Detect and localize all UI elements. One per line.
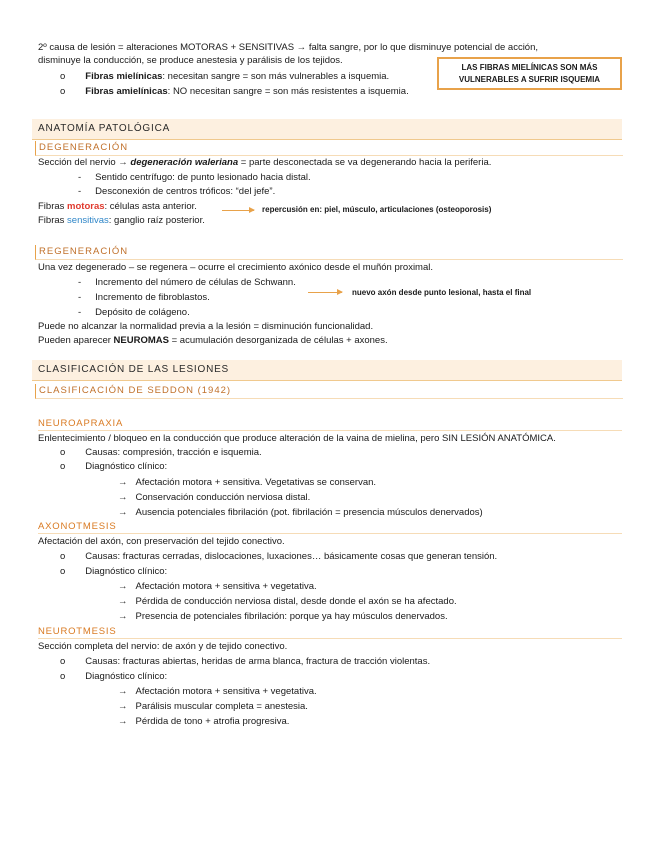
- neuroapraxia-causas: o Causas: compresión, tracción e isquemia.: [60, 447, 262, 458]
- axonotmesis-diagnostico: o Diagnóstico clínico:: [60, 566, 168, 577]
- heading-axonotmesis: AXONOTMESIS: [38, 521, 117, 532]
- neuroapraxia-diagnostico: o Diagnóstico clínico:: [60, 461, 168, 472]
- regeneracion-line-1: Una vez degenerado – se regenera – ocurre el crecimiento axónico desde el muñón proximal.: [38, 262, 434, 273]
- fibras-sensitivas-line: Fibras sensitivas: ganglio raíz posterior.: [38, 215, 205, 226]
- degeneracion-line-1: Sección del nervio → degeneración waleriana = parte desconectada se va degenerando hacia la periferia.: [38, 157, 492, 168]
- heading-regeneracion: REGENERACIÓN: [35, 245, 623, 260]
- arrow-right-icon: [308, 292, 342, 293]
- arrow-icon: →: [118, 507, 128, 518]
- term-neuromas: NEUROMAS: [113, 335, 169, 346]
- regeneracion-dash-2: - Incremento de fibroblastos.: [78, 292, 210, 303]
- heading-neuroapraxia: NEUROAPRAXIA: [38, 418, 124, 429]
- neuroapraxia-item-2: → Conservación conducción nerviosa distal.: [118, 492, 311, 503]
- heading-neurotmesis: NEUROTMESIS: [38, 626, 117, 637]
- degeneracion-dash-1: - Sentido centrífugo: de punto lesionado hacia distal.: [78, 172, 311, 183]
- regeneracion-line-3: Pueden aparecer NEUROMAS = acumulación desorganizada de células + axones.: [38, 335, 388, 346]
- section-clasificacion: CLASIFICACIÓN DE LAS LESIONES: [32, 360, 622, 381]
- divider: [38, 533, 622, 534]
- repercusion-note: repercusión en: piel, músculo, articulaciones (osteoporosis): [262, 205, 492, 214]
- neuroapraxia-item-3: → Ausencia potenciales fibrilación (pot. fibrilación = presencia músculos denervados): [118, 507, 483, 518]
- bullet-amielinicas: o Fibras amielínicas: NO necesitan sangre = son más resistentes a isquemia.: [60, 86, 409, 97]
- degeneracion-dash-2: - Desconexión de centros tróficos: “del jefe”.: [78, 186, 276, 197]
- term-mielinicas: Fibras mielínicas: [85, 71, 163, 82]
- axonotmesis-item-3: → Presencia de potenciales fibrilación: porque ya hay músculos denervados.: [118, 611, 448, 622]
- neurotmesis-item-3: → Pérdida de tono + atrofia progresiva.: [118, 716, 290, 727]
- axonotmesis-line-1: Afectación del axón, con preservación del tejido conectivo.: [38, 536, 285, 547]
- axonotmesis-item-2: → Pérdida de conducción nerviosa distal, desde donde el axón se ha afectado.: [118, 596, 457, 607]
- fibras-motoras-line: Fibras motoras: células asta anterior.: [38, 201, 197, 212]
- callout-line-1: LAS FIBRAS MIELÍNICAS SON MÁS: [461, 63, 598, 72]
- regeneracion-dash-3: - Depósito de colágeno.: [78, 307, 190, 318]
- divider: [38, 430, 622, 431]
- arrow-icon: →: [118, 701, 128, 712]
- intro-line-1: 2º causa de lesión = alteraciones MOTORAS + SENSITIVAS → falta sangre, por lo que disminuye potencial de acción,: [38, 42, 539, 53]
- callout-box: [437, 57, 622, 90]
- axonotmesis-item-1: → Afectación motora + sensitiva + vegetativa.: [118, 581, 317, 592]
- bullet-marker: o: [60, 71, 66, 82]
- divider: [38, 638, 622, 639]
- arrow-icon: →: [118, 596, 128, 607]
- neuroapraxia-item-1: → Afectación motora + sensitiva. Vegetativas se conservan.: [118, 477, 377, 488]
- arrow-icon: →: [118, 686, 128, 697]
- arrow-icon: →: [118, 477, 128, 488]
- arrow-icon: →: [118, 716, 128, 727]
- neurotmesis-line-1: Sección completa del nervio: de axón y de tejido conectivo.: [38, 641, 288, 652]
- neuroapraxia-line-1: Enlentecimiento / bloqueo en la conducción que produce alteración de la vaina de mielina, pero SIN LESIÓN ANATÓMICA.: [38, 433, 556, 444]
- arrow-icon: →: [118, 581, 128, 592]
- callout-line-2: VULNERABLES A SUFRIR ISQUEMIA: [458, 75, 601, 84]
- regeneracion-dash-1: - Incremento del número de células de Schwann.: [78, 277, 296, 288]
- section-anatomia-patologica: ANATOMÍA PATOLÓGICA: [32, 119, 622, 140]
- term-degeneracion-waleriana: degeneración waleriana: [130, 157, 239, 168]
- axonotmesis-causas: o Causas: fracturas cerradas, dislocaciones, luxaciones… básicamente cosas que generan tensión.: [60, 551, 498, 562]
- bullet-mielinicas: o Fibras mielínicas: necesitan sangre = son más vulnerables a isquemia.: [60, 71, 390, 82]
- neurotmesis-causas: o Causas: fracturas abiertas, heridas de arma blanca, fractura de tracción violentas.: [60, 656, 431, 667]
- arrow-icon: →: [118, 492, 128, 503]
- regeneracion-line-2: Puede no alcanzar la normalidad previa a la lesión = disminución funcionalidad.: [38, 321, 374, 332]
- term-amielinicas: Fibras amielínicas: [85, 86, 168, 97]
- heading-seddon: CLASIFICACIÓN DE SEDDON (1942): [35, 384, 623, 399]
- neurotmesis-diagnostico: o Diagnóstico clínico:: [60, 671, 168, 682]
- nuevo-axon-note: nuevo axón desde punto lesional, hasta el final: [352, 288, 532, 297]
- heading-degeneracion: DEGENERACIÓN: [35, 141, 623, 156]
- intro-line-2: disminuye la conducción, se produce anestesia y parálisis de los tejidos.: [38, 55, 343, 66]
- neurotmesis-item-2: → Parálisis muscular completa = anestesia.: [118, 701, 308, 712]
- neurotmesis-item-1: → Afectación motora + sensitiva + vegetativa.: [118, 686, 317, 697]
- arrow-right-icon: [222, 210, 254, 211]
- term-motoras: motoras: [67, 201, 105, 212]
- bullet-marker: o: [60, 86, 66, 97]
- arrow-icon: →: [118, 611, 128, 622]
- term-sensitivas: sensitivas: [67, 215, 109, 226]
